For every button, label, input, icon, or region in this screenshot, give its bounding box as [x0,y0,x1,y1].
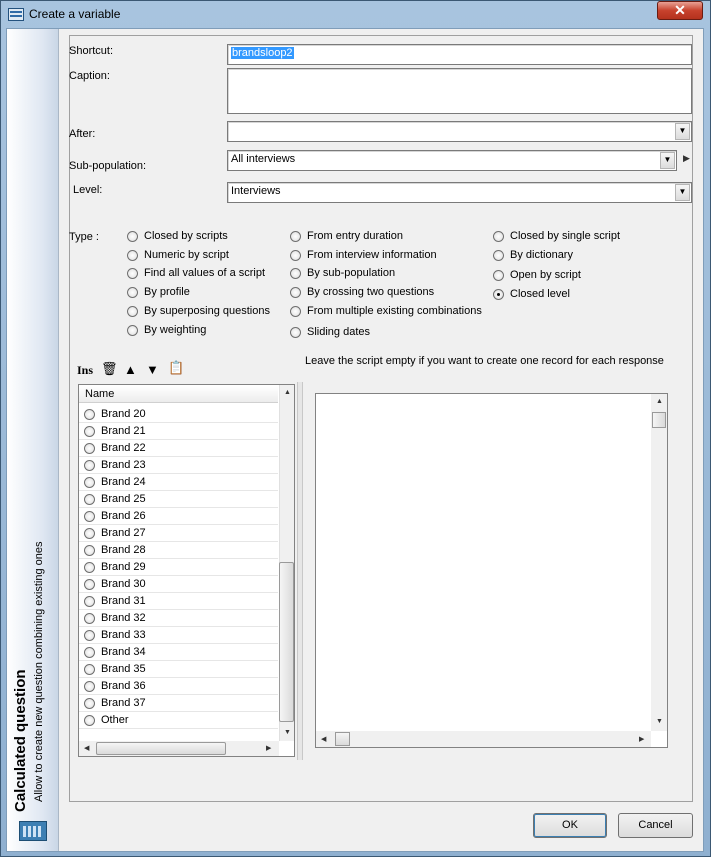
list-item-label: Brand 34 [101,646,146,658]
shortcut-input[interactable] [227,44,692,65]
scroll-up-icon[interactable]: ▲ [284,389,291,396]
scroll-up-icon[interactable]: ▲ [656,398,663,405]
type-option-sliding-dates[interactable]: Sliding dates [290,326,370,338]
chevron-right-icon[interactable]: ▶ [683,153,690,163]
radio-icon[interactable] [290,268,301,279]
after-select[interactable] [227,121,692,142]
list-item-label: Brand 32 [101,612,146,624]
list-item[interactable] [79,695,278,712]
list-item[interactable] [79,474,278,491]
subpopulation-value: All interviews [231,153,296,165]
radio-icon[interactable] [290,287,301,298]
type-label: Type : [69,231,99,243]
radio-icon[interactable] [84,426,95,437]
radio-icon[interactable] [127,325,138,336]
level-value: Interviews [231,185,281,197]
radio-icon[interactable] [84,715,95,726]
radio-icon[interactable] [84,630,95,641]
list-item[interactable] [79,644,278,661]
list-item-label: Other [101,714,129,726]
script-horizontal-scrollbar[interactable] [316,731,651,747]
type-option-crossing-two-questions[interactable]: By crossing two questions [290,286,434,298]
shortcut-value: brandsloop2 [232,47,293,59]
list-item-label: Brand 30 [101,578,146,590]
list-item[interactable] [79,491,278,508]
shortcut-label: Shortcut: [69,45,114,57]
type-option-multiple-combinations[interactable]: From multiple existing combinations [290,305,482,317]
list-item[interactable] [79,525,278,542]
type-option-numeric-by-script[interactable]: Numeric by script [127,249,229,261]
radio-icon[interactable] [84,528,95,539]
type-option-closed-level[interactable]: Closed level [493,288,570,300]
script-scroll-thumb[interactable] [652,412,666,428]
paste-icon[interactable]: 📋 [168,360,185,375]
scroll-left-icon[interactable]: ◀ [321,736,327,743]
list-item-label: Brand 37 [101,697,146,709]
list-item[interactable] [79,423,278,440]
list-scroll-thumb[interactable] [279,562,294,722]
radio-icon[interactable] [84,579,95,590]
panel-splitter[interactable] [297,382,303,760]
list-item[interactable] [79,457,278,474]
chevron-down-icon[interactable]: ▼ [660,152,675,169]
list-item[interactable] [79,576,278,593]
radio-icon[interactable] [127,231,138,242]
list-item-label: Brand 31 [101,595,146,607]
list-item[interactable] [79,559,278,576]
list-item[interactable] [79,661,278,678]
trash-icon[interactable]: 🗑 [101,361,118,376]
scroll-down-icon[interactable]: ▼ [284,729,291,736]
radio-icon[interactable] [127,287,138,298]
list-item[interactable] [79,712,278,729]
after-label: After: [69,128,96,140]
list-item-label: Brand 36 [101,680,146,692]
scroll-left-icon[interactable]: ◀ [84,745,90,752]
chevron-down-icon[interactable]: ▼ [675,184,690,201]
type-option-open-by-script[interactable]: Open by script [493,269,581,281]
type-option-closed-single-script[interactable]: Closed by single script [493,230,620,242]
radio-icon[interactable] [493,231,504,242]
list-item-label: Brand 35 [101,663,146,675]
calculator-icon [8,8,24,21]
list-item[interactable] [79,678,278,695]
chevron-down-icon[interactable]: ▼ [675,123,690,140]
scroll-down-icon[interactable]: ▼ [656,718,663,725]
ok-button[interactable]: OK [533,813,607,838]
type-option-by-subpopulation[interactable]: By sub-population [290,267,395,279]
list-header-name[interactable]: Name [79,386,278,403]
radio-icon[interactable] [84,545,95,556]
scroll-right-icon[interactable]: ▶ [266,745,272,752]
radio-icon[interactable] [84,647,95,658]
radio-icon[interactable] [84,681,95,692]
window-title: Create a variable [29,7,121,21]
list-item-label: Brand 29 [101,561,146,573]
radio-icon[interactable] [84,477,95,488]
list-item[interactable] [79,593,278,610]
list-item-label: Brand 28 [101,544,146,556]
radio-icon[interactable] [84,443,95,454]
radio-icon[interactable] [84,409,95,420]
arrow-down-icon[interactable]: ▼ [146,362,159,377]
level-label: Level: [73,184,103,196]
script-vertical-scrollbar[interactable] [651,394,667,731]
radio-icon[interactable] [84,562,95,573]
sidebar-title: Calculated question [12,669,29,812]
radio-icon[interactable] [84,698,95,709]
radio-icon[interactable] [290,327,301,338]
sidebar-description: Allow to create new question combining existing ones [33,541,45,802]
list-item-label: Brand 27 [101,527,146,539]
radio-icon[interactable] [84,494,95,505]
type-option-by-dictionary[interactable]: By dictionary [493,249,573,261]
radio-checked-icon[interactable] [493,289,504,300]
list-hscroll-thumb[interactable] [96,742,226,755]
list-item[interactable] [79,406,278,423]
script-hscroll-thumb[interactable] [335,732,350,746]
type-option-find-all-values[interactable]: Find all values of a script [127,267,265,279]
list-item[interactable] [79,440,278,457]
list-item[interactable] [79,627,278,644]
radio-icon[interactable] [84,460,95,471]
cancel-button[interactable]: Cancel [618,813,693,838]
calculator-icon [19,821,47,841]
title-bar[interactable] [0,0,709,28]
radio-icon[interactable] [493,250,504,261]
script-editor[interactable] [315,393,668,748]
arrow-up-icon[interactable]: ▲ [124,362,137,377]
caption-label: Caption: [69,70,110,82]
list-item-label: Brand 23 [101,459,146,471]
script-hint: Leave the script empty if you want to create one record for each response [305,355,664,367]
radio-icon[interactable] [127,306,138,317]
list-item-label: Brand 20 [101,408,146,420]
radio-icon[interactable] [127,250,138,261]
list-item-label: Brand 24 [101,476,146,488]
list-item[interactable] [79,610,278,627]
radio-icon[interactable] [84,613,95,624]
subpopulation-label: Sub-population: [69,160,147,172]
list-item-label: Brand 22 [101,442,146,454]
type-option-by-profile[interactable]: By profile [127,286,190,298]
radio-icon[interactable] [290,250,301,261]
caption-input[interactable] [227,68,692,114]
radio-icon[interactable] [84,664,95,675]
list-item-label: Brand 25 [101,493,146,505]
type-option-by-superposing[interactable]: By superposing questions [127,305,270,317]
radio-icon[interactable] [84,511,95,522]
list-item[interactable] [79,508,278,525]
scroll-right-icon[interactable]: ▶ [639,736,645,743]
list-item[interactable] [79,542,278,559]
radio-icon[interactable] [84,596,95,607]
list-item-label: Brand 21 [101,425,146,437]
close-button[interactable]: ✕ [657,1,703,20]
type-option-interview-information[interactable]: From interview information [290,249,437,261]
type-option-entry-duration[interactable]: From entry duration [290,230,403,242]
radio-icon[interactable] [127,268,138,279]
radio-icon[interactable] [493,270,504,281]
subpopulation-select[interactable] [227,150,677,171]
insert-button[interactable]: Ins [77,363,94,377]
list-item-label: Brand 26 [101,510,146,522]
radio-icon[interactable] [290,306,301,317]
level-select[interactable] [227,182,692,203]
list-item-label: Brand 33 [101,629,146,641]
radio-icon[interactable] [290,231,301,242]
type-option-by-weighting[interactable]: By weighting [127,324,206,336]
type-option-closed-by-scripts[interactable]: Closed by scripts [127,230,228,242]
